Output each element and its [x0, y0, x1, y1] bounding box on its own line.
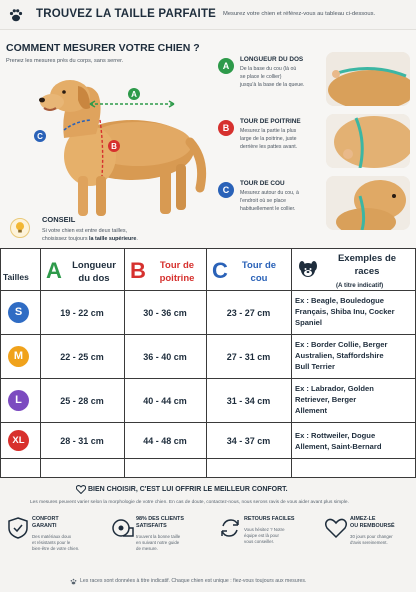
- measure-desc: derrière les pattes avant.: [240, 144, 298, 150]
- measure-badge: B: [218, 120, 234, 136]
- tip-title: CONSEIL: [42, 215, 76, 224]
- measure-card-b: [212, 114, 410, 176]
- measure-card-a: [212, 52, 410, 114]
- col-header-b: Tour de poitrine: [159, 260, 195, 284]
- cell-neck: 27 - 31 cm: [226, 352, 271, 362]
- col-header-races-note: (A titre indicatif): [336, 282, 384, 289]
- feature-refund: [324, 514, 406, 574]
- measure-title: LONGUEUR DU DOS: [240, 56, 304, 63]
- measure-title: TOUR DE COU: [240, 180, 285, 187]
- how-to-subtitle: Prenez les mesures près du corps, sans serrer.: [6, 58, 124, 64]
- tip-line-2: choisissez toujours la taille supérieure.: [42, 236, 138, 242]
- measure-badge: C: [218, 182, 234, 198]
- measure-desc: se place le collier): [240, 74, 282, 80]
- feature-title: 98% DES CLIENTS SATISFAITS: [136, 516, 184, 529]
- feature-satisfaction: [110, 514, 192, 574]
- feature-desc: Des matériaux doux et résistants pour le bien-être de votre chien.: [32, 534, 80, 551]
- cell-races: Ex : Beagle, Bouledogue Français, Shiba Inu, Cocker Spaniel: [295, 296, 395, 327]
- feature-title: CONFORT GARANTI: [32, 516, 59, 529]
- measure-card-c: [212, 176, 410, 238]
- cell-back-length: 19 - 22 cm: [60, 308, 104, 318]
- feature-title: AIMEZ-LE OU REMBOURSÉ: [350, 516, 395, 529]
- tip-line-1: Si votre chien est entre deux tailles,: [42, 228, 128, 234]
- col-header-size: Tailles: [3, 272, 29, 282]
- how-to-title: COMMENT MESURER VOTRE CHIEN ?: [6, 42, 200, 54]
- cell-back-length: 25 - 28 cm: [60, 396, 104, 406]
- col-header-c-letter: C: [212, 258, 228, 283]
- cell-races: Ex : Border Collie, Berger Australien, Staffordshire Bull Terrier: [295, 340, 388, 371]
- feature-desc: Vous hésitez ? Notre équipe est là pour vous conseiller.: [244, 527, 285, 544]
- header-bar: [0, 0, 416, 30]
- measure-desc: large de la poitrine, juste: [240, 136, 297, 142]
- page-subtitle: Mesurez votre chien et référez-vous au tableau ci-dessous.: [223, 11, 376, 17]
- cell-chest: 40 - 44 cm: [143, 396, 187, 406]
- dog-neck-photo: [326, 176, 410, 230]
- measure-desc: jusqu'à la base de la queue.: [240, 82, 305, 88]
- dog-illustration: [20, 64, 210, 224]
- size-badge-m: M: [8, 346, 29, 367]
- shield-icon: [6, 516, 30, 540]
- footer-title: BIEN CHOISIR, C'EST LUI OFFRIR LE MEILLEUR CONFORT.: [88, 486, 288, 493]
- return-arrows-icon: [218, 516, 242, 540]
- cell-chest: 44 - 48 cm: [143, 436, 187, 446]
- cell-neck: 34 - 37 cm: [226, 436, 271, 446]
- measure-desc: Mesurez la partie la plus: [240, 128, 297, 134]
- col-header-b-letter: B: [130, 258, 146, 283]
- col-header-a: Longueur du dos: [72, 260, 116, 284]
- lightbulb-icon: [10, 218, 30, 238]
- cell-back-length: 28 - 31 cm: [60, 436, 104, 446]
- cell-chest: 30 - 36 cm: [143, 308, 187, 318]
- feature-desc: trouvent la bonne taille en suivant notre guide de mesure.: [136, 534, 181, 551]
- feature-title: RETOURS FACILES: [244, 516, 295, 522]
- svg-text:C: C: [37, 132, 43, 141]
- cell-races: Ex : Rottweiler, Dogue Allement, Saint-Bernard: [295, 431, 382, 451]
- tape-measure-icon: [110, 516, 134, 540]
- footer-note: Les races sont données à titre indicatif. Chaque chien est unique : fiez-vous toujours aux mesures.: [80, 578, 307, 584]
- tip-box: [6, 214, 206, 246]
- cell-chest: 36 - 40 cm: [143, 352, 187, 362]
- measure-desc: De la base du cou (là où: [240, 66, 297, 72]
- cell-neck: 31 - 34 cm: [226, 396, 271, 406]
- feature-desc: 30 jours pour changer d'avis sereinement.: [350, 534, 393, 545]
- cell-back-length: 22 - 25 cm: [60, 352, 104, 362]
- feature-comfort: [6, 514, 88, 574]
- footer-subtitle: Les mesures peuvent varier selon la morphologie de votre chien. En cas de doute, contactez-nous, nous serons ravis de vous aider avant plus simple.: [30, 500, 349, 505]
- dog-face-icon: [298, 260, 318, 278]
- col-header-c: Tour de cou: [241, 260, 277, 284]
- svg-text:A: A: [131, 90, 137, 99]
- measure-desc: habituellement le collier.: [240, 206, 296, 212]
- dog-chest-photo: [326, 114, 410, 168]
- size-badge-l: L: [8, 390, 29, 411]
- page-title: TROUVEZ LA TAILLE PARFAITE: [36, 8, 217, 20]
- size-badge-s: S: [8, 302, 29, 323]
- col-header-races: Exemples de races: [337, 253, 397, 277]
- measure-badge: A: [218, 58, 234, 74]
- measure-title: TOUR DE POITRINE: [240, 118, 301, 125]
- svg-text:B: B: [111, 142, 117, 151]
- cell-neck: 23 - 27 cm: [226, 308, 271, 318]
- cell-races: Ex : Labrador, Golden Retriever, Berger Allement: [295, 384, 374, 415]
- col-header-a-letter: A: [46, 258, 62, 283]
- measure-desc: l'endroit où se place: [240, 198, 286, 204]
- heart-icon: [76, 485, 86, 494]
- paw-small-icon: [70, 578, 77, 585]
- paw-icon: [8, 7, 24, 23]
- measure-desc: Mesurez autour du cou, à: [240, 190, 299, 196]
- feature-returns: [218, 514, 300, 574]
- size-table: [0, 248, 416, 478]
- heart-outline-icon: [324, 516, 348, 540]
- dog-back-photo: [326, 52, 410, 106]
- size-badge-xl: XL: [8, 430, 29, 451]
